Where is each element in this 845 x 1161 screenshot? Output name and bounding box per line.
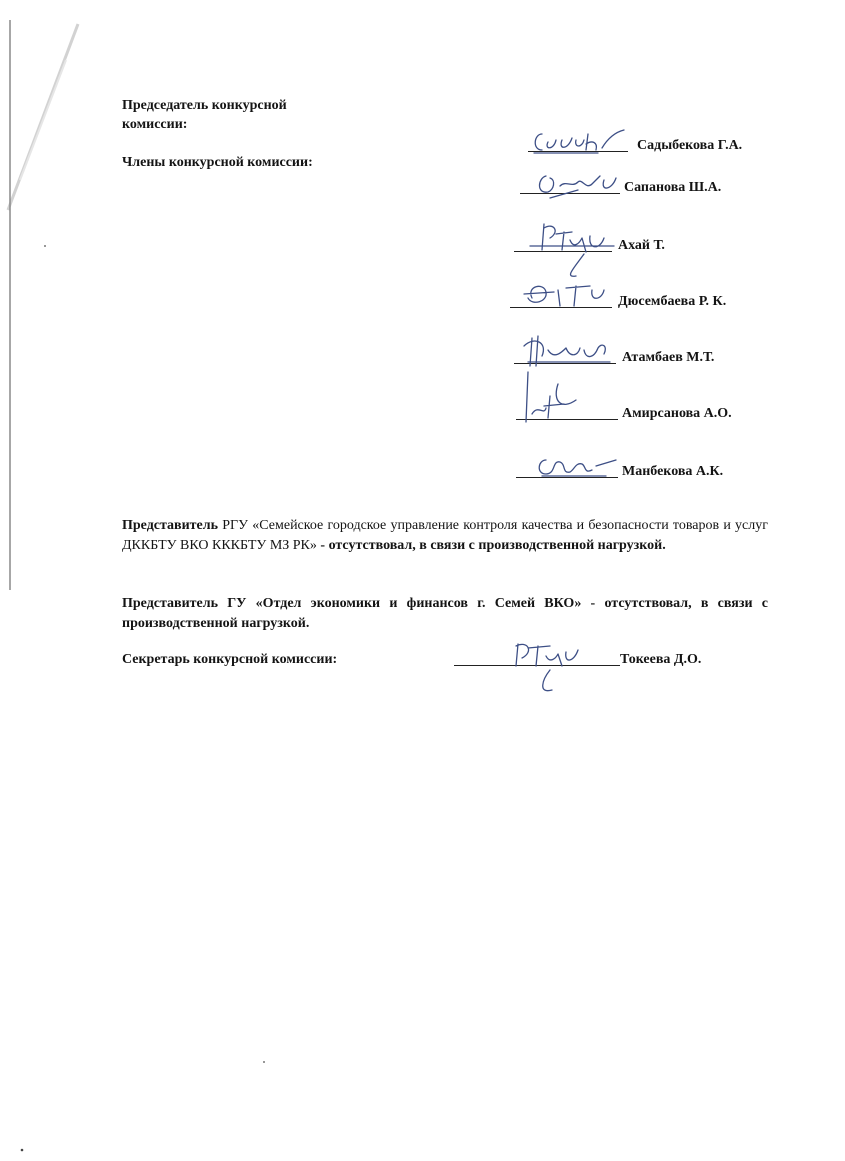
member-name: Амирсанова А.О. xyxy=(622,406,732,421)
member-signature xyxy=(516,446,626,486)
chair-label: Председатель конкурсной комиссии: xyxy=(122,98,287,132)
member-signature xyxy=(514,220,624,280)
member-signature xyxy=(520,162,630,202)
member-row xyxy=(514,220,754,260)
secretary-signature-row xyxy=(454,636,744,696)
member-signature xyxy=(514,332,624,376)
secretary-signature xyxy=(454,636,624,696)
secretary-label: Секретарь конкурсной комиссии: xyxy=(122,652,338,667)
secretary-name: Токеева Д.О. xyxy=(620,652,702,667)
representative-1-status: - отсутствовал, в связи с производственной нагрузкой. xyxy=(320,538,666,553)
member-row xyxy=(510,276,750,316)
chair-name: Садыбекова Г.А. xyxy=(637,138,743,153)
member-row xyxy=(516,388,756,428)
member-name: Дюсембаева Р. К. xyxy=(618,294,727,309)
member-name: Сапанова Ш.А. xyxy=(624,180,722,195)
members-label: Члены конкурсной комиссии: xyxy=(122,155,313,170)
member-name: Атамбаев М.Т. xyxy=(622,350,715,365)
member-name: Ахай Т. xyxy=(618,238,665,253)
member-row xyxy=(514,332,754,372)
member-name: Манбекова А.К. xyxy=(622,464,724,479)
member-signature xyxy=(516,388,626,428)
chair-signature xyxy=(528,120,638,160)
representative-1-org: РГУ «Семейское городское управление контроля качества и безопасности товаров и услуг ДККБТУ ВКО КККБТУ МЗ РК» xyxy=(122,518,768,553)
chair-signature-row xyxy=(528,120,768,160)
representative-1-lead: Представитель xyxy=(122,518,219,533)
representative-2-paragraph: Представитель ГУ «Отдел экономики и финансов г. Семей ВКО» - отсутствовал, в связи с производственной нагрузкой. xyxy=(122,596,768,631)
member-signature xyxy=(510,276,620,316)
member-row xyxy=(516,446,756,486)
representative-1-paragraph xyxy=(122,516,768,556)
member-row xyxy=(520,162,760,202)
